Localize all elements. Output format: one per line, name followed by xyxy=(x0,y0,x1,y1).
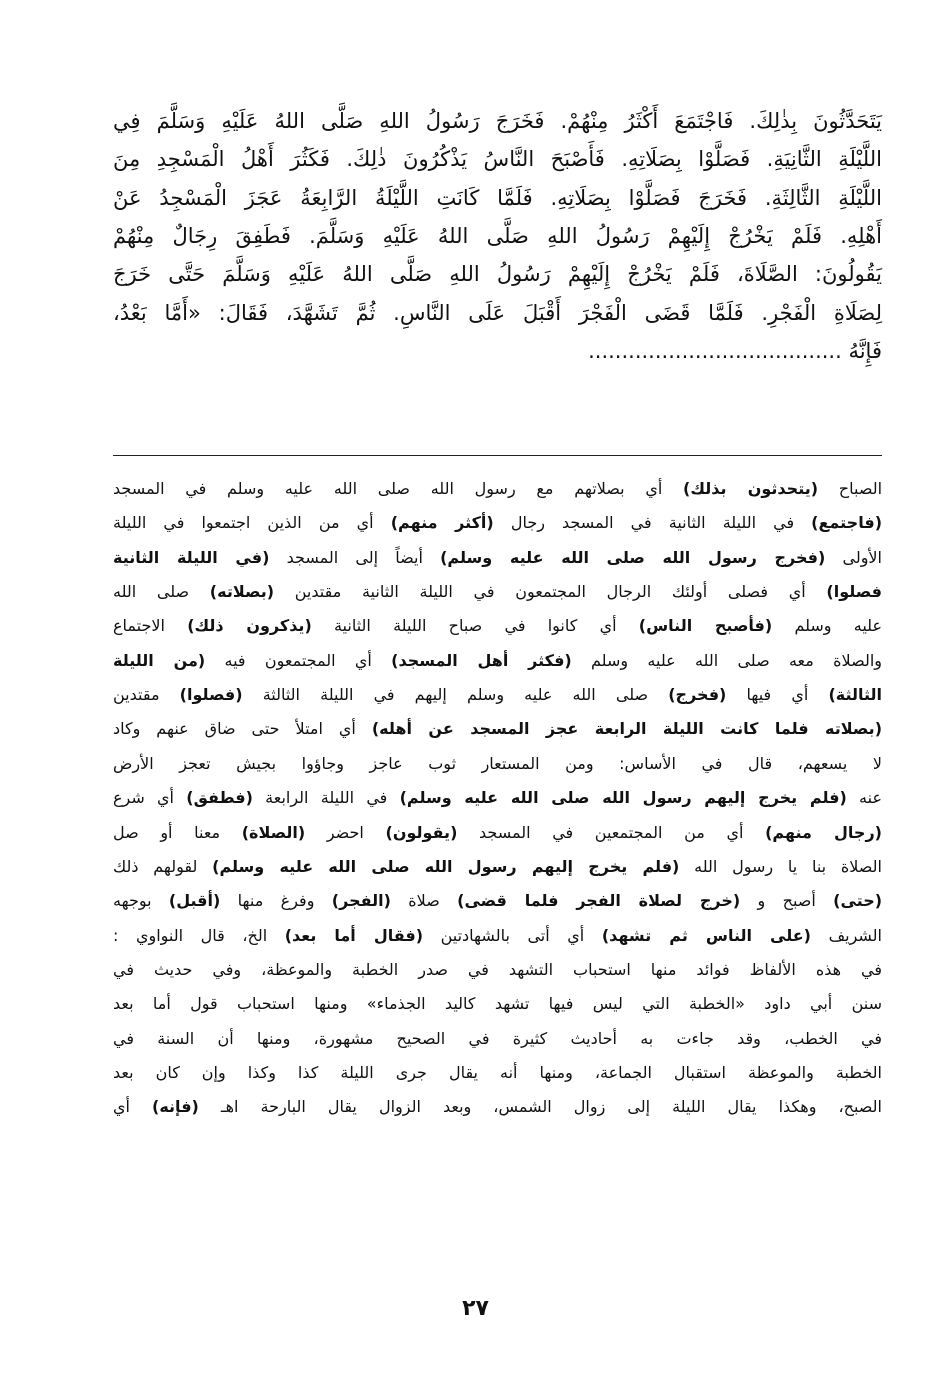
commentary-phrase: أي بصلاتهم مع رسول الله صلى الله عليه وسلم في المسجد xyxy=(113,479,684,498)
commentary-phrase: مقتدين xyxy=(113,685,180,705)
quoted-hadith-phrase: (حتى) xyxy=(833,891,883,911)
quoted-hadith-phrase: (يذكرون ذلك) xyxy=(187,616,312,636)
commentary-phrase: في هذه الألفاظ فوائد منها استحباب التشهد في صدر الخطبة والموعظة، وفي حديث في xyxy=(113,959,882,979)
commentary-phrase: بوجهه xyxy=(113,891,169,911)
hadith-line: يَتَحَدَّثُونَ بِذٰلِكَ. فَاجْتَمَعَ أَكْثَرُ مِنْهُمْ. فَخَرَجَ رَسُولُ اللهِ صَلَّى اللهُ عَلَيْهِ وَسَلَّمَ فِي xyxy=(113,109,882,133)
commentary-phrase: أي كانوا في صباح الليلة الثانية xyxy=(311,616,639,636)
commentary-line xyxy=(113,1090,882,1124)
commentary-phrase: أي من المجتمعين في المسجد xyxy=(457,822,766,842)
commentary-phrase: أي xyxy=(113,1097,153,1117)
quoted-hadith-phrase: (فلم يخرج إليهم رسول الله صلى الله عليه وسلم) xyxy=(212,856,680,876)
hadith-line: اللَّيْلَةِ الثَّالِثَةِ. فَخَرَجَ فَصَلَّوْا بِصَلَاتِهِ. فَلَمَّا كَانَتِ اللَّيْلَةُ الرَّابِعَةُ عَجَزَ الْمَسْجِدُ عَنْ xyxy=(113,185,882,210)
commentary-phrase: احضر xyxy=(305,822,386,842)
hadith-line: لِصَلَاةِ الْفَجْرِ. فَلَمَّا قَضَى الْفَجْرَ أَقْبَلَ عَلَى النَّاسِ. ثُمَّ تَشَهَّدَ، فَقَالَ: «أَمَّا بَعْدُ، xyxy=(113,300,882,325)
commentary-phrase: سنن أبي داود «الخطبة التي ليس فيها تشهد كاليد الجذماء» ومنها استحباب قول أما بعد xyxy=(113,994,882,1014)
quoted-hadith-phrase: الثالثة) xyxy=(828,685,883,705)
quoted-hadith-phrase: (فاجتمع) xyxy=(811,513,882,533)
commentary-phrase: أي المجتمعون فيه xyxy=(205,650,392,670)
quoted-hadith-phrase: (بصلاته) xyxy=(209,582,275,602)
commentary-phrase: أصبح و xyxy=(740,891,834,911)
commentary-phrase: الصلاة بنا يا رسول الله xyxy=(679,856,882,876)
page-number: ٢٧ xyxy=(462,1296,489,1321)
commentary-line xyxy=(113,816,882,850)
quoted-hadith-phrase: (فخرج) xyxy=(668,685,727,705)
commentary-phrase: أي من الذين اجتمعوا في الليلة xyxy=(113,513,391,533)
quoted-hadith-phrase: (أقبل) xyxy=(168,891,221,911)
quoted-hadith-phrase: (فإنه) xyxy=(152,1097,199,1117)
quoted-hadith-phrase: (يقولون) xyxy=(385,822,458,842)
quoted-hadith-phrase: (أكثر منهم) xyxy=(390,513,494,533)
quoted-hadith-phrase: (فأصبح الناس) xyxy=(638,616,773,636)
quoted-hadith-phrase: (فصلوا) xyxy=(179,685,243,705)
hadith-line: فَإِنَّهُ ...................................... xyxy=(588,338,882,363)
commentary-phrase: معنا أو صل xyxy=(113,822,242,842)
quoted-hadith-phrase: (رجال منهم) xyxy=(765,822,882,842)
quoted-hadith-phrase: فصلوا) xyxy=(826,582,882,602)
hadith-line: أَهْلِهِ. فَلَمْ يَخْرُجْ إِلَيْهِمْ رَسُولُ اللهِ صَلَّى اللهُ عَلَيْهِ وَسَلَّمَ. فَطَفِقَ رِجَالٌ مِنْهُمْ xyxy=(113,223,882,248)
commentary-phrase: أي شرع xyxy=(113,788,187,808)
quoted-hadith-phrase: (بصلاته فلما كانت الليلة الرابعة عجز المسجد عن أهله) xyxy=(371,719,883,739)
commentary-phrase: في الليلة الرابعة xyxy=(252,788,400,808)
commentary-line xyxy=(113,472,882,506)
quoted-hadith-phrase: (فطفق) xyxy=(186,788,253,808)
commentary-phrase: صلى الله xyxy=(113,582,210,602)
commentary-line xyxy=(113,1022,882,1056)
commentary-phrase: أي فيها xyxy=(726,685,829,705)
commentary-line xyxy=(113,919,882,953)
footnote-separator xyxy=(113,455,882,456)
commentary-line xyxy=(113,678,882,712)
commentary-line xyxy=(113,609,882,643)
quoted-hadith-phrase: (على الناس ثم تشهد) xyxy=(601,925,811,945)
commentary-phrase: في الليلة الثانية في المسجد رجال xyxy=(493,513,812,533)
commentary-line xyxy=(113,644,882,678)
commentary-phrase: لا يسعهم، قال في الأساس: ومن المستعار ثوب عاجز وجاؤوا بجيش تعجز الأرض xyxy=(113,753,882,773)
hadith-line: يَقُولُونَ: الصَّلَاةَ، فَلَمْ يَخْرُجْ إِلَيْهِمْ رَسُولُ اللهِ صَلَّى اللهُ عَلَيْهِ وَسَلَّمَ حَتَّى خَرَجَ xyxy=(113,262,882,287)
quoted-hadith-phrase: (خرج لصلاة الفجر فلما قضى) xyxy=(457,891,741,911)
commentary-phrase: في الخطب، وقد جاءت به أحاديث كثيرة في الصحيح مشهورة، ومنها أن السنة في xyxy=(113,1028,882,1048)
commentary-line xyxy=(113,747,882,781)
quoted-hadith-phrase: (فقال أما بعد) xyxy=(284,925,424,945)
commentary-phrase: الصبح، وهكذا يقال الليلة إلى زوال الشمس، وبعد الزوال يقال البارحة اهـ xyxy=(198,1097,882,1117)
commentary-phrase: والصلاة معه صلى الله عليه وسلم xyxy=(571,650,882,670)
commentary-line xyxy=(113,987,882,1021)
commentary-line xyxy=(113,1056,882,1090)
quoted-hadith-phrase: (من الليلة xyxy=(113,650,206,670)
commentary-phrase: أي أتى بالشهادتين xyxy=(423,925,602,945)
commentary-phrase: الصباح xyxy=(818,479,883,498)
quoted-hadith-phrase: (فخرج رسول الله صلى الله عليه وسلم) xyxy=(440,547,826,567)
quoted-hadith-phrase: (فلم يخرج إليهم رسول الله صلى الله عليه وسلم) xyxy=(399,788,847,808)
quoted-hadith-phrase: (الفجر) xyxy=(331,891,391,911)
commentary-line xyxy=(113,541,882,575)
commentary-phrase: وفرغ منها xyxy=(220,891,332,911)
commentary-phrase: الأولى xyxy=(825,547,883,567)
commentary-phrase: الخطبة والموعظة استقبال الجماعة، ومنها أنه يقال جرى الليلة كذا وكذا وإن كان بعد xyxy=(113,1062,882,1082)
hadith-line: اللَّيْلَةِ الثَّانِيَةِ. فَصَلَّوْا بِصَلَاتِهِ. فَأَصْبَحَ النَّاسُ يَذْكُرُونَ ذٰلِكَ. فَكَثُرَ أَهْلُ الْمَسْجِدِ مِنَ xyxy=(113,147,882,172)
commentary-line xyxy=(113,506,882,540)
quoted-hadith-phrase: (يتحدثون بذلك) xyxy=(683,479,819,498)
commentary-phrase: أي فصلى أولئك الرجال المجتمعون في الليلة الثانية مقتدين xyxy=(274,582,827,602)
commentary-phrase: الخ، قال النواوي : xyxy=(113,925,285,945)
quoted-hadith-phrase: (في الليلة الثانية xyxy=(113,547,270,567)
commentary-phrase: الاجتماع xyxy=(113,616,188,636)
commentary-line xyxy=(113,884,882,918)
commentary-phrase: لقولهم ذلك xyxy=(113,856,213,876)
quoted-hadith-phrase: (الصلاة) xyxy=(241,822,306,842)
commentary-phrase: الشريف xyxy=(811,925,883,945)
commentary-phrase: عليه وسلم xyxy=(772,616,882,636)
commentary-line xyxy=(113,953,882,987)
commentary-line xyxy=(113,850,882,884)
commentary-line xyxy=(113,575,882,609)
commentary-phrase: عنه xyxy=(846,788,883,808)
commentary-phrase: أيضاً إلى المسجد xyxy=(269,547,441,567)
commentary-phrase: صلاة xyxy=(390,891,458,911)
commentary-phrase: صلى الله عليه وسلم إليهم في الليلة الثالثة xyxy=(242,685,669,705)
commentary-line xyxy=(113,781,882,815)
commentary-phrase: أي امتلأ حتى ضاق عنهم وكاد xyxy=(113,719,372,739)
quoted-hadith-phrase: (فكثر أهل المسجد) xyxy=(391,650,572,670)
commentary-line xyxy=(113,712,882,746)
